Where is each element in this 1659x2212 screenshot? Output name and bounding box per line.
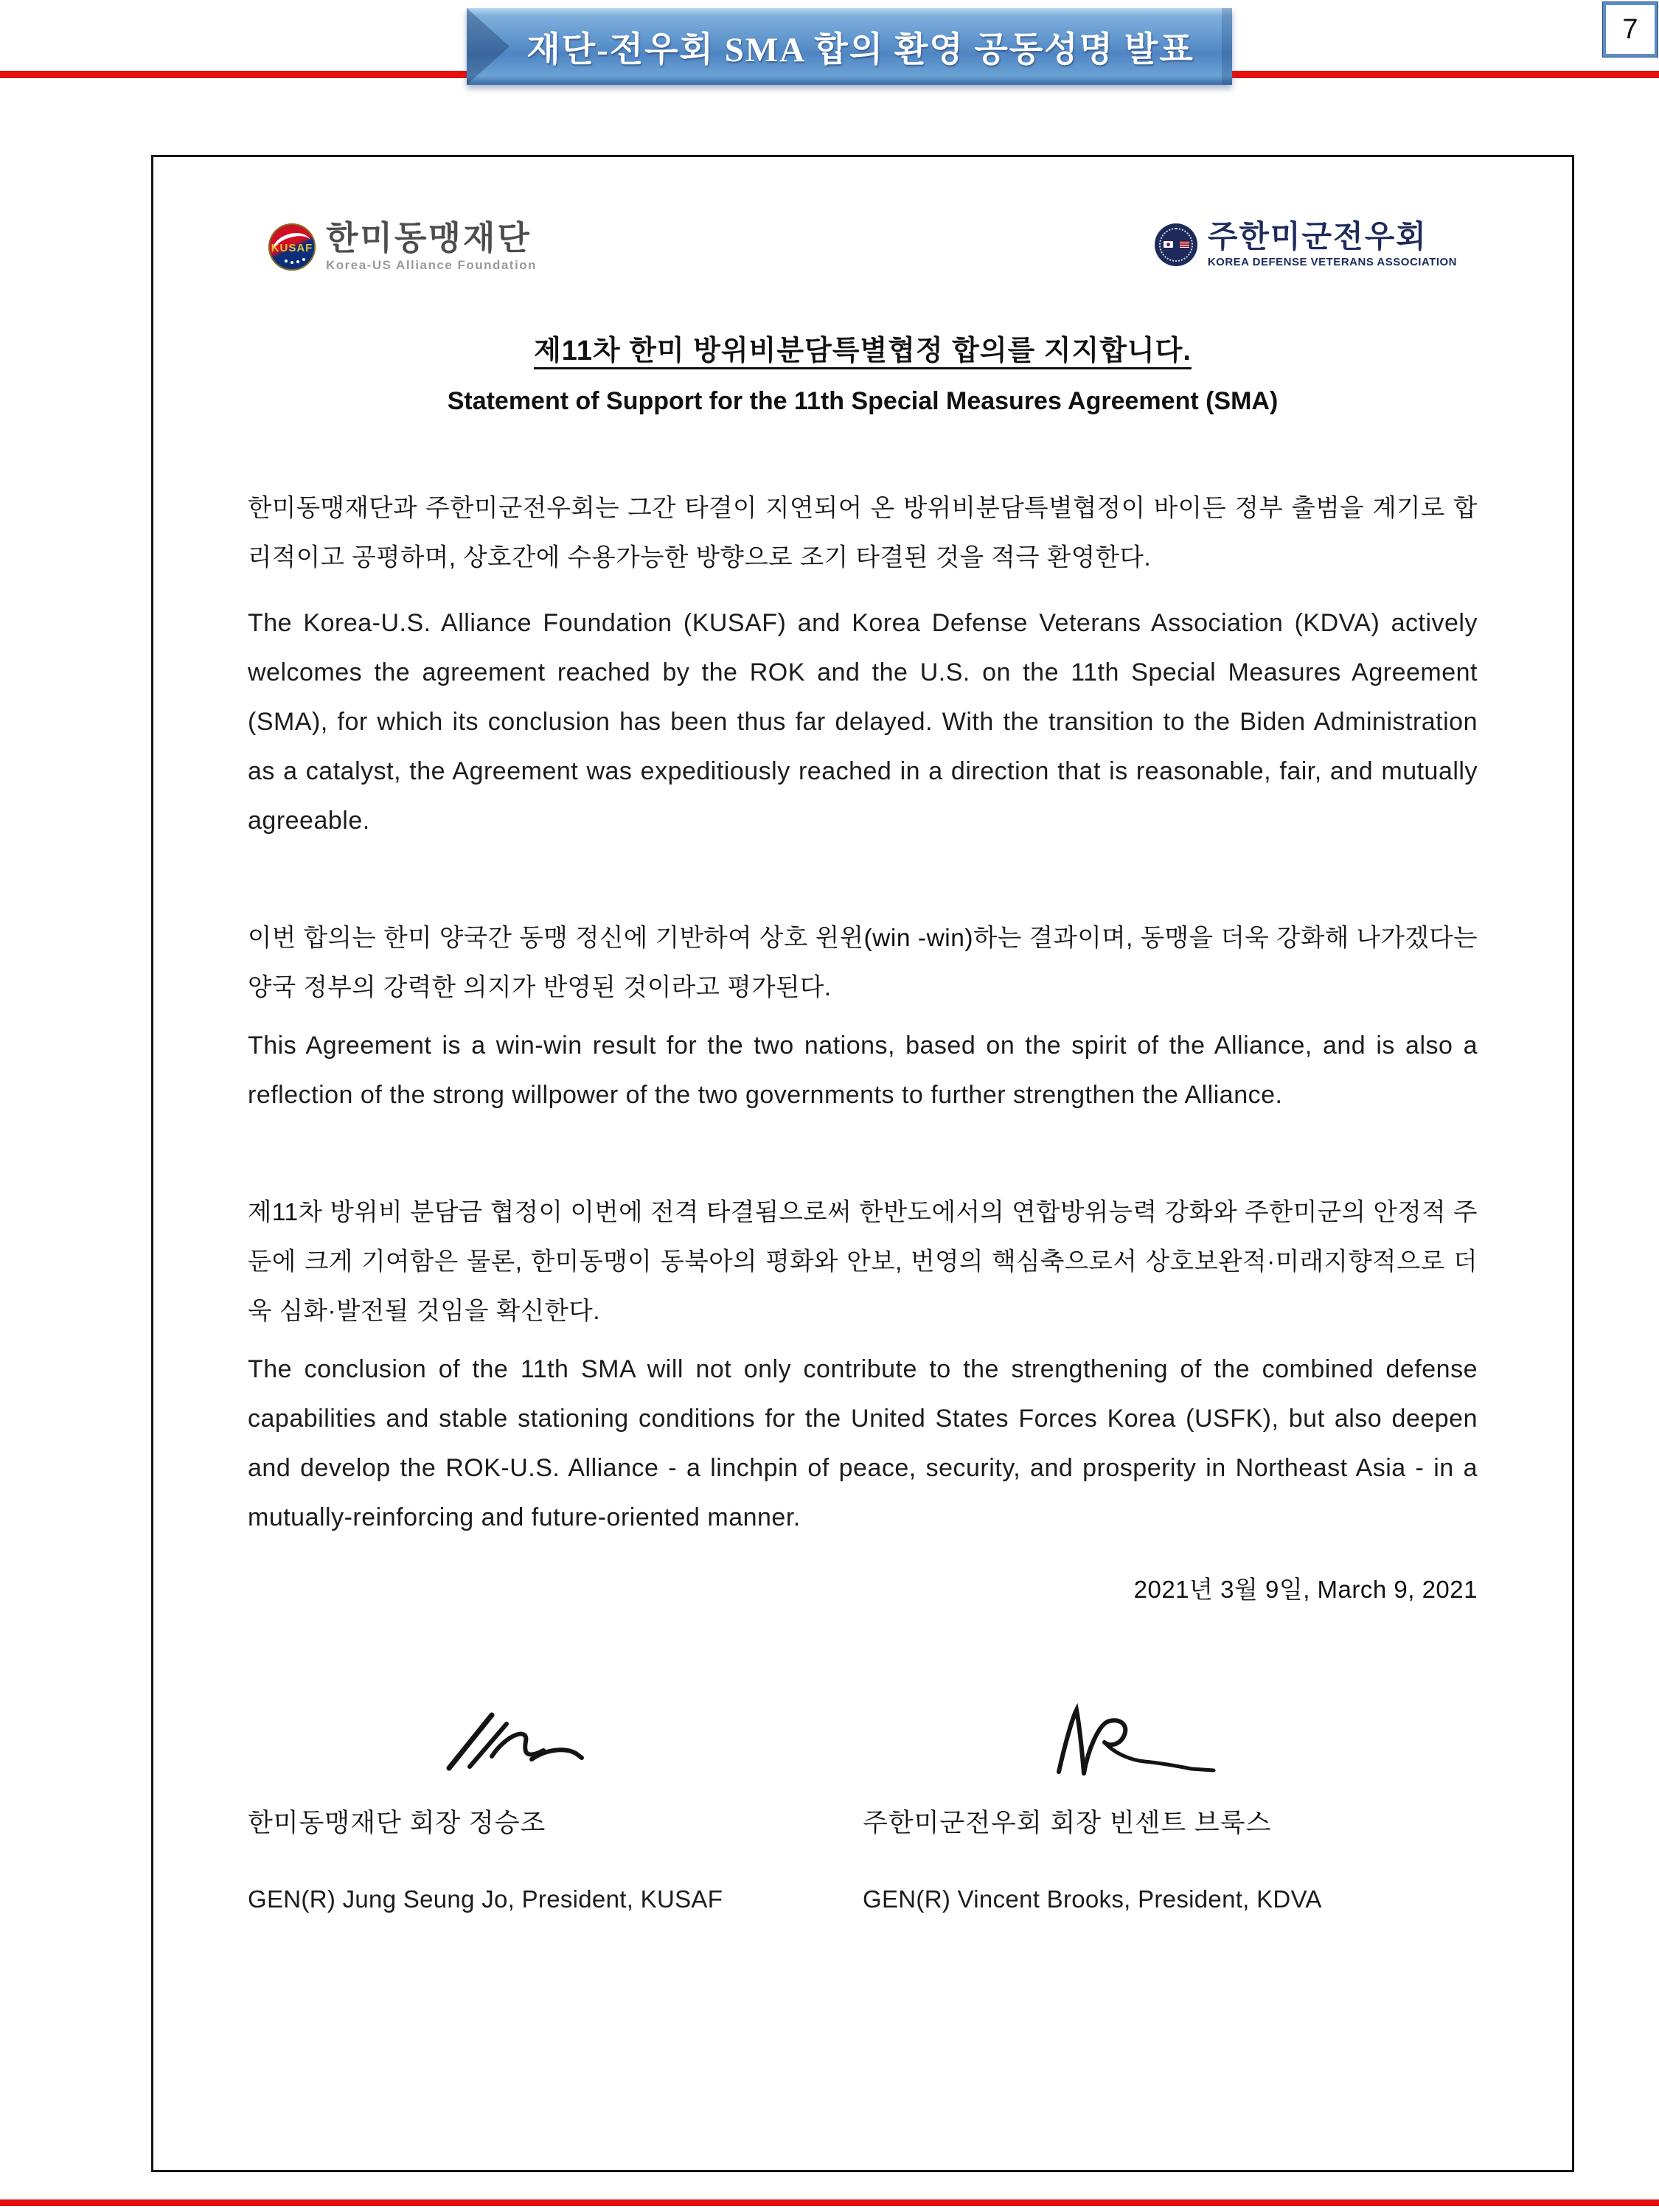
kdva-logo-subtitle: KOREA DEFENSE VETERANS ASSOCIATION — [1207, 256, 1457, 269]
document-content — [153, 220, 1572, 1913]
signer-name-korean: 한미동맹재단 회장 정승조 — [248, 1809, 546, 1838]
paragraph-korean-3: 제11차 방위비 분담금 협정이 이번에 전격 타결됨으로써 한반도에서의 연합방위능력 강화와 주한미군의 안정적 주둔에 크게 기여함은 물론, 한미동맹이 동북아의 평화와 안보, 번영의 핵심축으로서 상호보완적·미래지향적으로 더욱 심화·발전될 것임을 확신한다. — [248, 1199, 1478, 1326]
statement-title-english: Statement of Support for the 11th Special Measures Agreement (SMA) — [447, 387, 1279, 416]
statement-title-korean: 제11차 한미 방위비분담특별협정 합의를 지지합니다. — [534, 335, 1192, 367]
signer-name-english: GEN(R) Jung Seung Jo, President, KUSAF — [248, 1885, 723, 1913]
kdva-emblem-icon — [1155, 223, 1197, 266]
signature-brooks-icon — [1040, 1701, 1224, 1782]
signer-name-english: GEN(R) Vincent Brooks, President, KDVA — [863, 1885, 1322, 1913]
signature-jung-seung-jo — [248, 1701, 863, 1782]
paragraph-english-1: The Korea-U.S. Alliance Foundation (KUSAF) and Korea Defense Veterans Association (KDVA) actively welcomes the agreement reached by the ROK and the U.S. on the 11th Special Measures Agreement (SMA), for which its conclusion has been thus far delayed. With the transition to the Biden Administration as a catalyst, the Agreement was expeditiously reached in a direction that is reasonable, fair, and mutually agreeable. — [248, 609, 1478, 835]
paragraph-english-2: This Agreement is a win-win result for the two nations, based on the spirit of the Alliance, and is also a reflection of the strong willpower of the two governments to further strengthen the Alliance. — [248, 1032, 1478, 1110]
signer-name-korean: 주한미군전우회 회장 빈센트 브룩스 — [863, 1809, 1272, 1838]
signature-block — [248, 1701, 1478, 1913]
page-number: 7 — [1622, 13, 1638, 45]
korea-flag-icon — [1164, 241, 1173, 248]
paragraph-korean-2: 이번 합의는 한미 양국간 동맹 정신에 기반하여 상호 윈윈(win -win)하는 결과이며, 동맹을 더욱 강화해 나가겠다는 양국 정부의 강력한 의지가 반영된 것이라고 평가된다. — [248, 925, 1478, 1002]
signer-kdva — [863, 1701, 1478, 1913]
kusaf-logo-title: 한미동맹재단 — [326, 219, 532, 257]
kdva-logo — [1155, 220, 1457, 268]
kdva-logo-title: 주한미군전우회 — [1207, 219, 1427, 254]
signature-vincent-brooks — [863, 1701, 1478, 1782]
kusaf-logo — [268, 220, 537, 273]
date-line: 2021년 3월 9일, March 9, 2021 — [1133, 1576, 1478, 1604]
signature-jung-icon — [421, 1705, 591, 1782]
page-title: 재단-전우회 SMA 합의 환영 공동성명 발표 — [526, 30, 1194, 69]
paragraph-korean-1: 한미동맹재단과 주한미군전우회는 그간 타결이 지연되어 온 방위비분담특별협정이 바이든 정부 출범을 계기로 합리적이고 공평하며, 상호간에 수용가능한 방향으로 조기 타결된 것을 적극 환영한다. — [248, 495, 1478, 572]
document-frame — [151, 155, 1574, 2172]
kusaf-logo-text — [326, 220, 537, 273]
kdva-logo-text — [1208, 220, 1457, 268]
us-flag-icon — [1180, 241, 1189, 248]
logos-row — [248, 220, 1478, 273]
kusaf-logo-subtitle: Korea-US Alliance Foundation — [326, 258, 538, 273]
page-number-box — [1603, 2, 1658, 57]
kusaf-emblem-icon — [268, 223, 316, 271]
kusaf-emblem-label: KUSAF — [271, 241, 313, 254]
paragraph-english-3: The conclusion of the 11th SMA will not only contribute to the strengthening of the combined defense capabilities and stable stationing conditions for the United States Forces Korea (USFK), but also deepen and develop the ROK-U.S. Alliance - a linchpin of peace, security, and prosperity in Northeast Asia - in a mutually-reinforcing and future-oriented manner. — [248, 1355, 1478, 1532]
signer-kusaf — [248, 1701, 863, 1913]
page-title-banner — [467, 8, 1232, 85]
footer-red-rule — [0, 2199, 1659, 2206]
